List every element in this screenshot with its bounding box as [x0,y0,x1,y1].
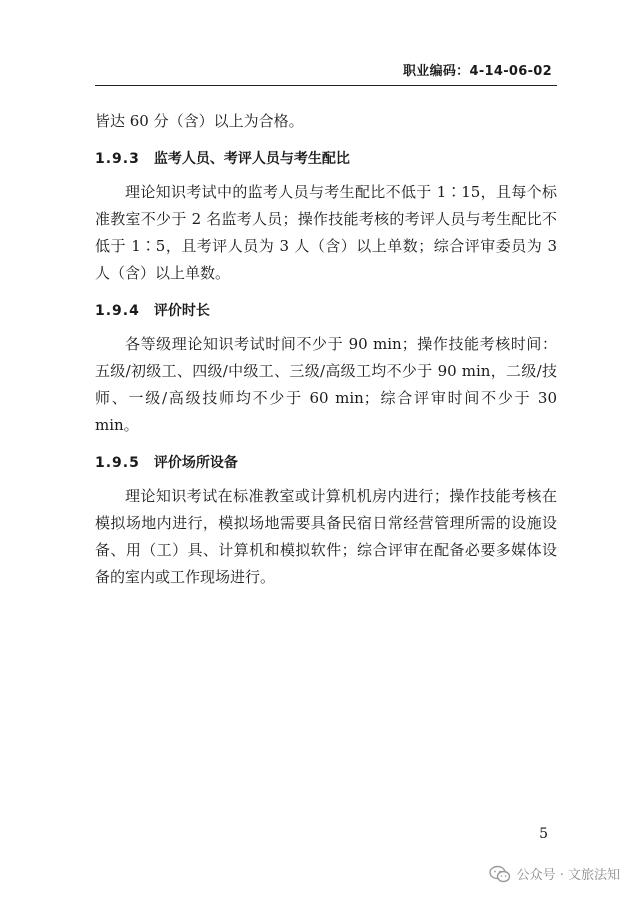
section-heading-1-9-5 [95,451,557,475]
section-title: 评价时长 [153,303,210,319]
section-number: 1.9.3 [95,151,140,167]
header-divider [95,85,557,86]
section-body-1-9-3: 理论知识考试中的监考人员与考生配比不低于 1∶15，且每个标准教室不少于 2 名监考人员；操作技能考核的考评人员与考生配比不低于 1∶5，且考评人员为 3 人（含）以上单数；综合评审委员为 3 人（含）以上单数。 [95,183,557,282]
section-body-1-9-4: 各等级理论知识考试时间不少于 90 min；操作技能考核时间：五级/初级工、四级/中级工、三级/高级工均不少于 90 min，二级/技师、一级/高级技师均不少于 60 min；综合评审时间不少于 30 min。 [95,335,557,434]
section-title: 评价场所设备 [153,455,238,471]
section-heading-1-9-3 [95,147,557,171]
page-content [95,108,557,591]
section-number: 1.9.5 [95,455,140,471]
watermark-text: 公众号 · 文旅法知 [516,868,620,883]
wechat-icon [489,865,511,883]
section-title: 监考人员、考评人员与考生配比 [153,151,350,167]
section-number: 1.9.4 [95,303,140,319]
section-body-1-9-5: 理论知识考试在标准教室或计算机机房内进行；操作技能考核在模拟场地内进行，模拟场地需要具备民宿日常经营管理所需的设施设备、用（工）具、计算机和模拟软件；综合评审在配备必要多媒体设备的室内或工作现场进行。 [95,487,557,586]
occupation-code: 职业编码：4-14-06-02 [402,64,552,79]
watermark [489,864,620,883]
section-heading-1-9-4 [95,299,557,323]
page-number: 5 [539,826,548,842]
intro-paragraph: 皆达 60 分（含）以上为合格。 [95,112,304,130]
